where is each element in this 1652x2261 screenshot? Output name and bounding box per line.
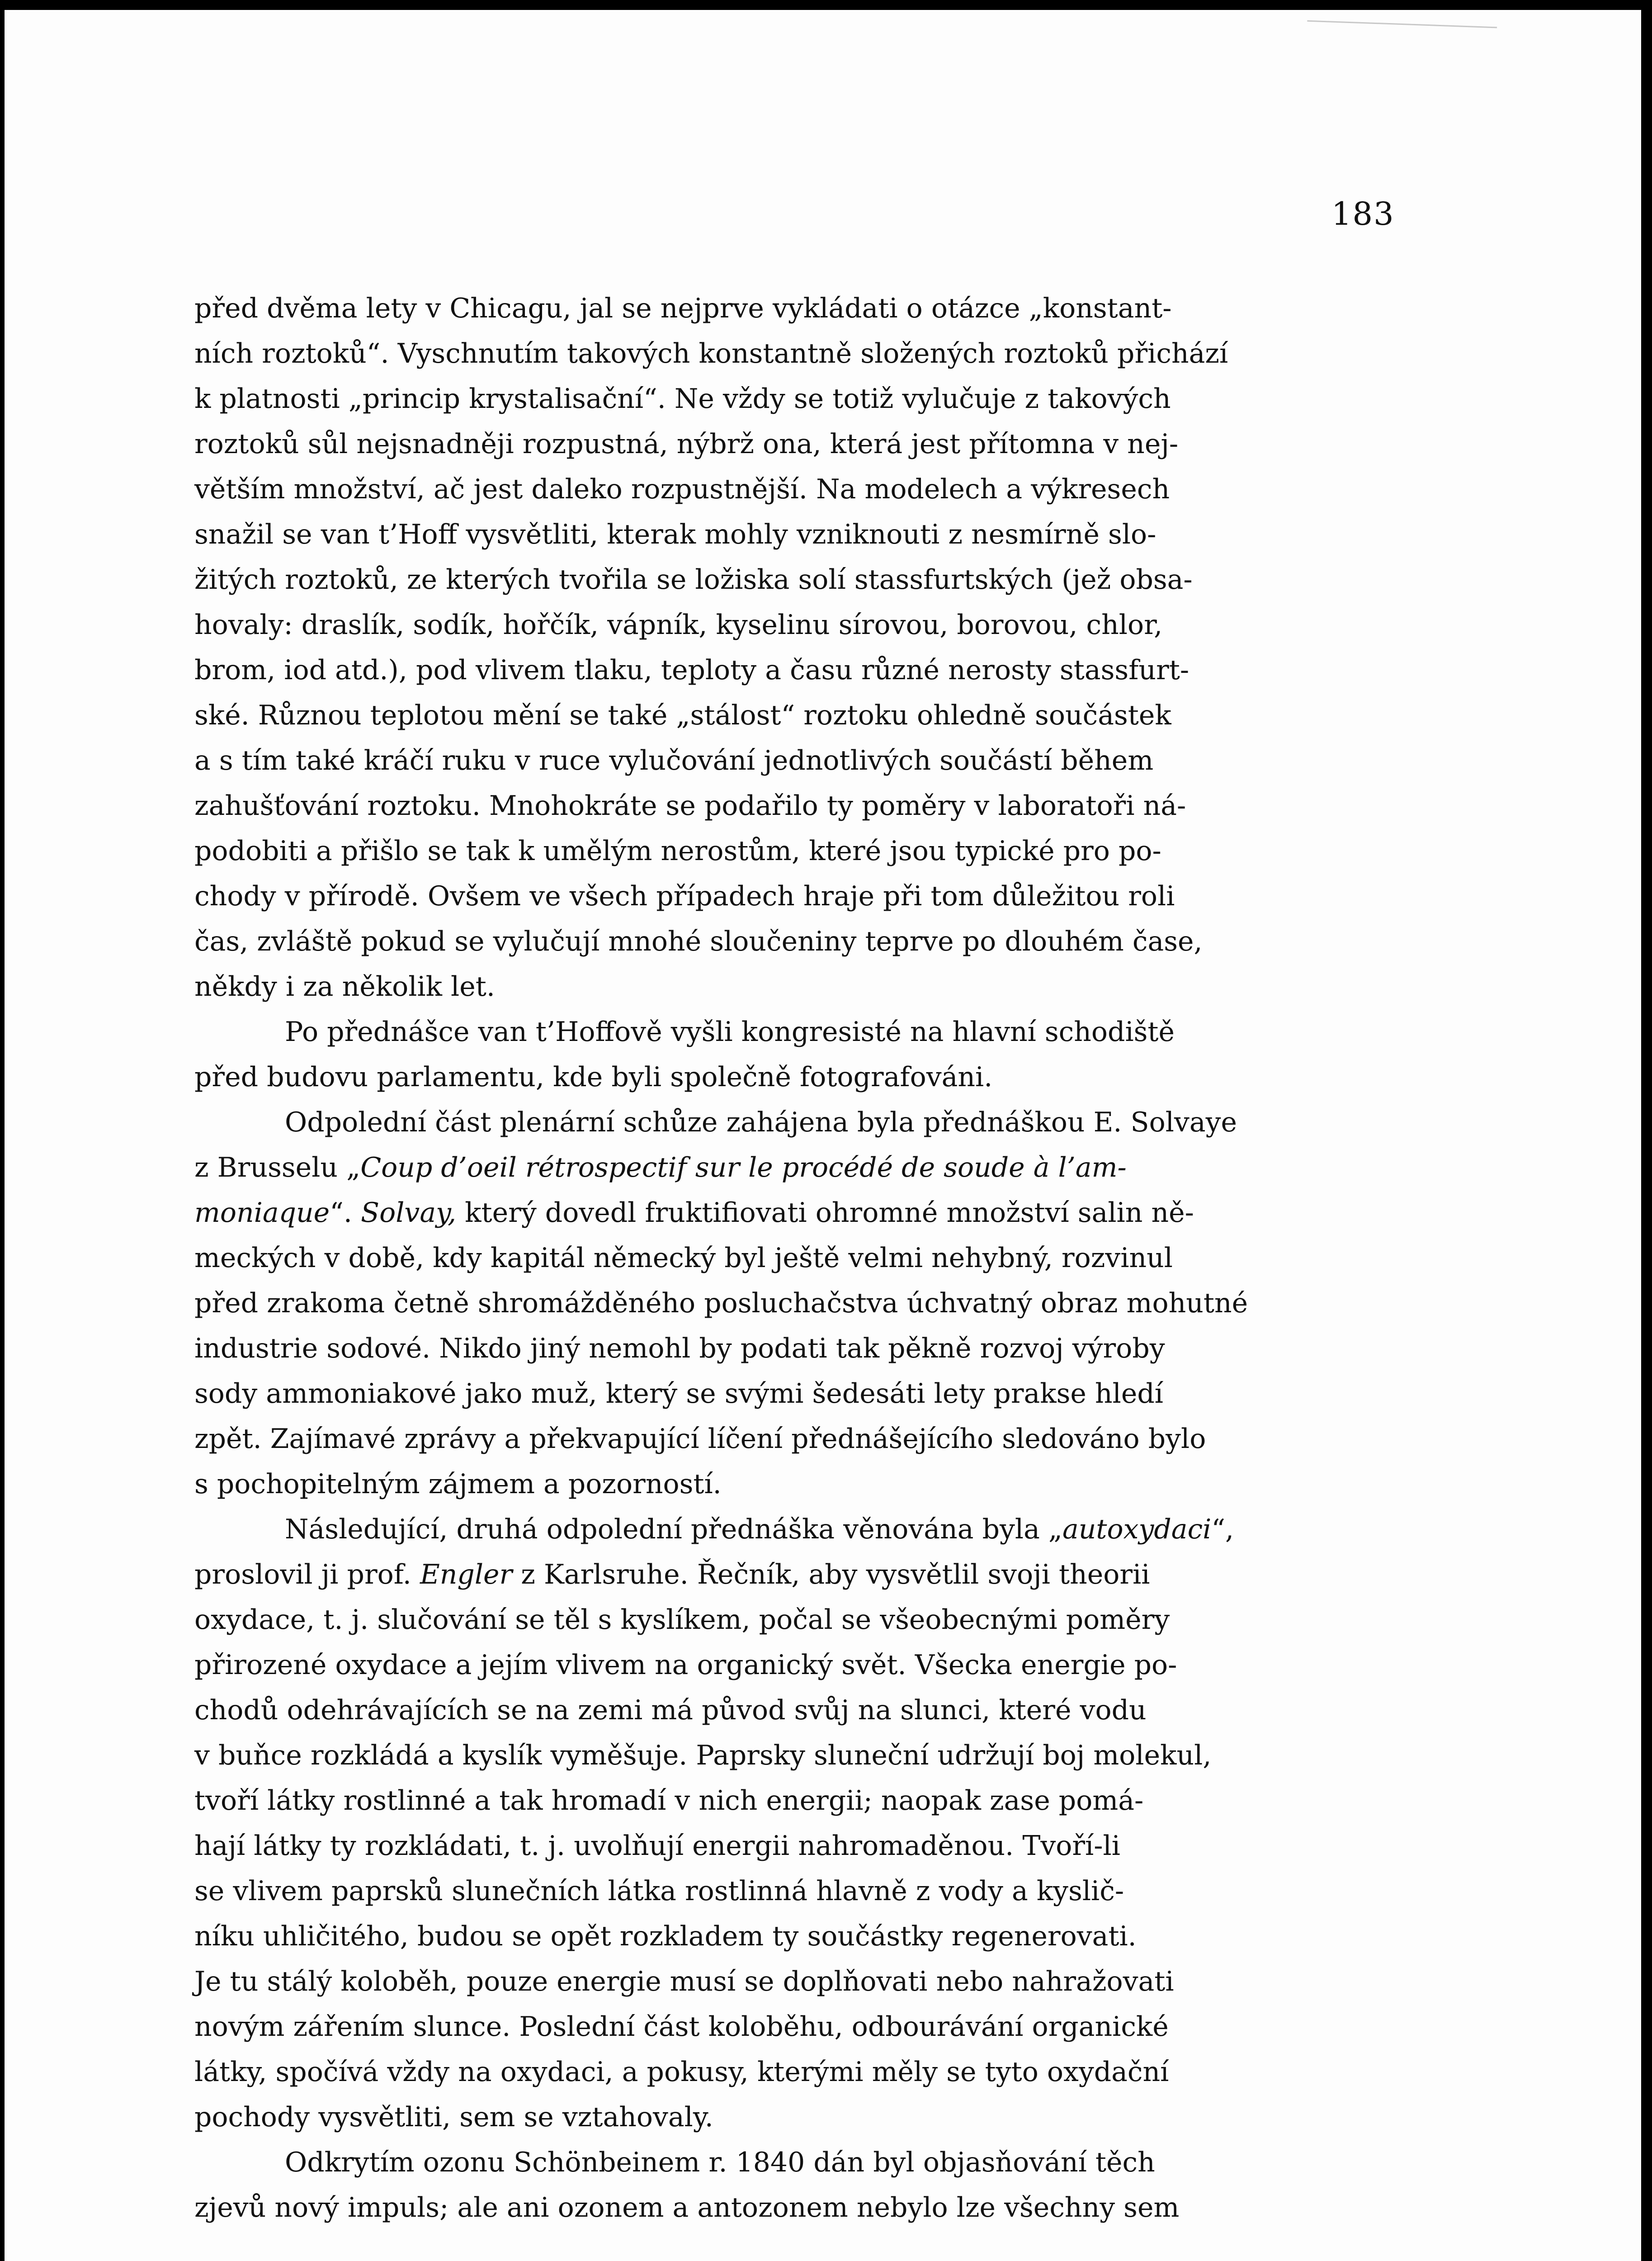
speaker-name-italic: Solvay, [361, 1197, 457, 1229]
body-text [194, 286, 1392, 2230]
topic-italic: autoxydaci [1062, 1514, 1212, 1545]
page-number: 183 [1331, 195, 1395, 232]
paragraph-4 [194, 1507, 1392, 2140]
speaker-name-italic: Engler [420, 1559, 513, 1590]
paragraph-3-text-b: “. [330, 1197, 361, 1229]
paragraph-4-text-a: Následující, druhá odpolední přednáška věnována byla „ [285, 1514, 1062, 1545]
lecture-title-italic: Coup d’oeil rétrospectif sur le procédé de soude à l’am- moniaque [194, 1152, 1127, 1229]
book-page [5, 10, 1641, 2261]
paragraph-3-text-a: Odpolední část plenární schůze zahájena byla přednáškou E. Solvaye z Brusselu „ [194, 1107, 1237, 1183]
paragraph-5: Odkrytím ozonu Schönbeinem r. 1840 dán byl objasňování těch zjevů nový impuls; ale ani ozonem a antozonem nebylo lze všechny sem [194, 2147, 1180, 2223]
paragraph-1: před dvěma lety v Chicagu, jal se nejprve vykládati o otázce „konstant- ních roztoků“. Vyschnutím takových konstantně složených roztoků přichází k platnosti „princip krystalisační“. Ne vždy se totiž vylučuje z takových roztoků sůl nejsnadněji rozpustná, nýbrž ona, která jest přítomna v nej- větším množství, ač jest daleko rozpustnější. Na modelech a výkresech snažil se van t’Hoff vysvětliti, kterak mohly vzniknouti z nesmírně slo- žitých roztoků, ze kterých tvořila se ložiska solí stassfurtských (jež obsa- hovaly: draslík, sodík, hořčík, vápník, kyselinu sírovou, borovou, chlor, brom, iod atd.), pod vlivem tlaku, teploty a času různé nerosty stassfurt- ské. Různou teplotou mění se také „stálost“ roztoku ohledně součástek a s tím také kráčí ruku v ruce vylučování jednotlivých součástí během zahušťování roztoku. Mnohokráte se podařilo ty poměry v laboratoři ná- podobiti a přišlo se tak k umělým nerostům, které jsou typické pro po- chody v přírodě. Ovšem ve všech případech hraje při tom důležitou roli čas, zvláště pokud se vylučují mnohé sloučeniny teprve po dlouhém čase, někdy i za několik let. [194, 293, 1228, 1003]
paragraph-3 [194, 1100, 1392, 1507]
paragraph-2: Po přednášce van t’Hoffově vyšli kongresisté na hlavní schodiště před budovu parlamentu, kde byli společně fotografováni. [194, 1016, 1175, 1093]
paragraph-3-text-c: který dovedl fruktifiovati ohromné množství salin ně- meckých v době, kdy kapitál německý byl ještě velmi nehybný, rozvinul před zrakoma četně shromážděného posluchačstva úchvatný obraz mohutné industrie sodové. Nikdo jiný nemohl by podati tak pěkně rozvoj výroby sody ammoniakové jako muž, který se svými šedesáti lety prakse hledí zpět. Zajímavé zprávy a překvapující líčení přednášejícího sledováno bylo s pochopitelným zájmem a pozorností. [194, 1197, 1248, 1500]
scan-mark [1306, 20, 1497, 60]
paragraph-4-text-b: “, proslovil ji prof. [194, 1514, 1234, 1590]
paragraph-4-text-c: z Karlsruhe. Řečník, aby vysvětlil svoji theorii oxydace, t. j. slučování se těl s kyslíkem, počal se všeobecnými poměry přirozené oxydace a jejím vlivem na organický svět. Všecka energie po- chodů odehrávajících se na zemi má původ svůj na slunci, které vodu v buňce rozkládá a kyslík vyměšuje. Paprsky sluneční udržují boj molekul, tvoří látky rostlinné a tak hromadí v nich energii; naopak zase pomá- hají látky ty rozkládati, t. j. uvolňují energii nahromaděnou. Tvoří-li se vlivem paprsků slunečních látka rostlinná hlavně z vody a kyslič- níku uhličitého, budou se opět rozkladem ty součástky regenerovati. Je tu stálý koloběh, pouze energie musí se doplňovati nebo nahražovati novým zářením slunce. Poslední část koloběhu, odbourávání organické látky, spočívá vždy na oxydaci, a pokusy, kterými měly se tyto oxydační pochody vysvětliti, sem se vztahovaly. [194, 1559, 1212, 2133]
